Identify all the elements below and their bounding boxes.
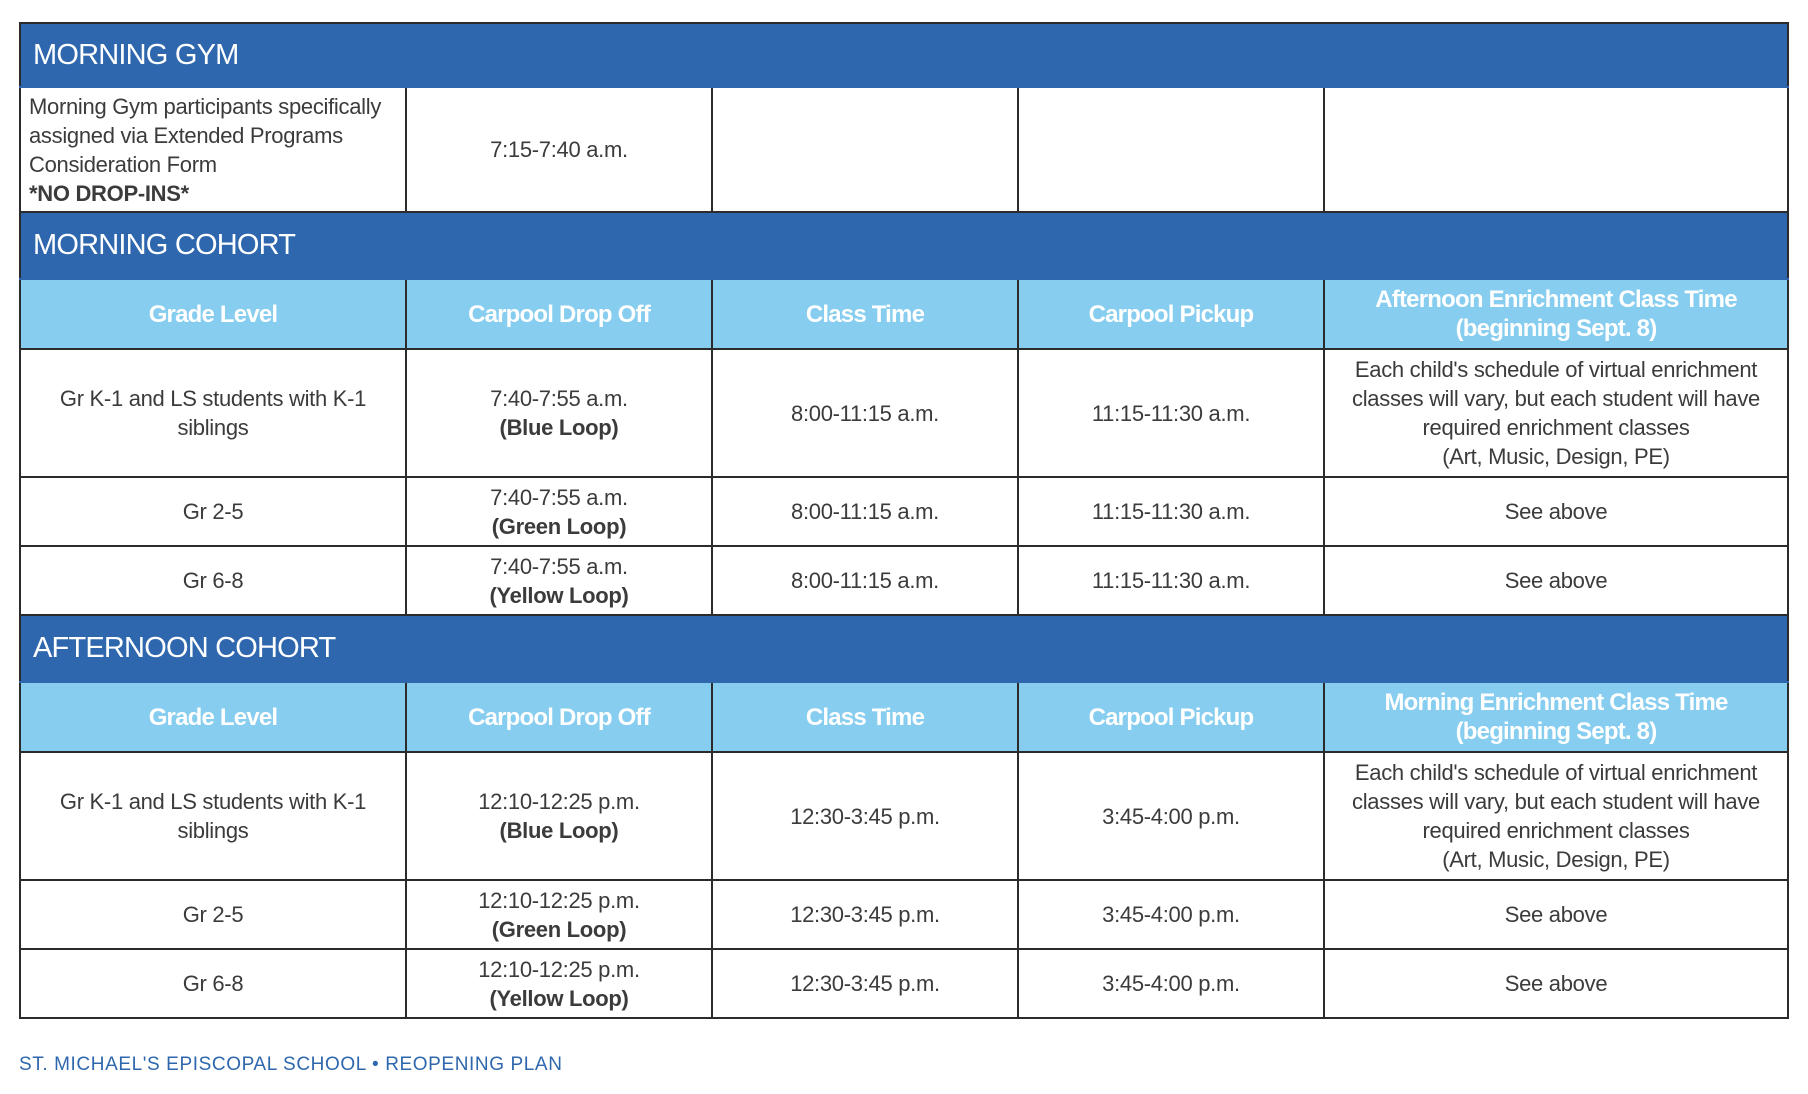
empty-cell (1018, 87, 1324, 212)
section-morning-cohort (20, 212, 1788, 279)
enrichment-cell: See above (1324, 546, 1788, 615)
column-header: Grade Level (20, 279, 406, 349)
loop-label: (Green Loop) (491, 513, 627, 539)
grade-cell: Gr 6-8 (20, 546, 406, 615)
dropoff-cell (406, 546, 712, 615)
enrichment-cell (1324, 752, 1788, 880)
schedule-sheet (19, 22, 1787, 1019)
dropoff-cell (406, 477, 712, 546)
table-row (20, 349, 1788, 477)
loop-label: (Blue Loop) (499, 415, 619, 440)
enrichment-cell: See above (1324, 880, 1788, 949)
loop-label: (Green Loop) (491, 916, 627, 942)
column-header: Grade Level (20, 682, 406, 752)
grade-cell: Gr 2-5 (20, 477, 406, 546)
enrichment-cell: See above (1324, 477, 1788, 546)
table-row (20, 752, 1788, 880)
header-row (20, 682, 1788, 752)
class-time-cell: 12:30-3:45 p.m. (712, 880, 1018, 949)
column-header: Carpool Drop Off (406, 279, 712, 349)
column-header: Class Time (712, 279, 1018, 349)
enrichment-cell: See above (1324, 949, 1788, 1018)
dropoff-time: 12:10-12:25 p.m. (478, 956, 640, 982)
grade-cell: Gr 6-8 (20, 949, 406, 1018)
empty-cell (1324, 87, 1788, 212)
schedule-table (19, 22, 1789, 1019)
dropoff-time: 12:10-12:25 p.m. (478, 789, 640, 814)
table-row (20, 87, 1788, 212)
dropoff-time: 12:10-12:25 p.m. (478, 887, 640, 913)
dropoff-cell (406, 949, 712, 1018)
class-time-cell: 12:30-3:45 p.m. (712, 752, 1018, 880)
pickup-cell: 3:45-4:00 p.m. (1018, 880, 1324, 949)
section-morning-gym (20, 23, 1788, 87)
class-time-cell: 12:30-3:45 p.m. (712, 949, 1018, 1018)
no-drop-ins-note: *NO DROP-INS* (29, 180, 189, 206)
loop-label: (Yellow Loop) (489, 985, 629, 1011)
dropoff-cell (406, 880, 712, 949)
section-title: MORNING GYM (20, 23, 1788, 87)
dropoff-cell (406, 349, 712, 477)
column-header: Class Time (712, 682, 1018, 752)
grade-cell: Gr K-1 and LS students with K-1 siblings (20, 752, 406, 880)
column-header: Carpool Drop Off (406, 682, 712, 752)
column-header: Carpool Pickup (1018, 682, 1324, 752)
enrichment-list: (Art, Music, Design, PE) (1442, 444, 1670, 469)
class-time-cell: 8:00-11:15 a.m. (712, 546, 1018, 615)
empty-cell (712, 87, 1018, 212)
pickup-cell: 3:45-4:00 p.m. (1018, 752, 1324, 880)
dropoff-time: 7:40-7:55 a.m. (490, 553, 628, 579)
pickup-cell: 11:15-11:30 a.m. (1018, 546, 1324, 615)
loop-label: (Yellow Loop) (489, 582, 629, 608)
enrichment-list: (Art, Music, Design, PE) (1442, 847, 1670, 872)
column-header: Morning Enrichment Class Time (beginning Sept. 8) (1324, 682, 1788, 752)
table-row (20, 880, 1788, 949)
enrichment-text: Each child's schedule of virtual enrichment classes will vary, but each student will have required enrichment classes (1352, 357, 1760, 440)
table-row (20, 949, 1788, 1018)
section-afternoon-cohort (20, 615, 1788, 682)
table-row (20, 546, 1788, 615)
class-time-cell: 8:00-11:15 a.m. (712, 477, 1018, 546)
pickup-cell: 3:45-4:00 p.m. (1018, 949, 1324, 1018)
page-footer: ST. MICHAEL'S EPISCOPAL SCHOOL • REOPENING PLAN (19, 1054, 563, 1075)
table-row (20, 477, 1788, 546)
dropoff-cell (406, 752, 712, 880)
gym-description: Morning Gym participants specifically assigned via Extended Programs Consideration Form (29, 93, 382, 177)
dropoff-time: 7:40-7:55 a.m. (490, 484, 628, 510)
grade-cell: Gr 2-5 (20, 880, 406, 949)
grade-cell: Gr K-1 and LS students with K-1 siblings (20, 349, 406, 477)
gym-time: 7:15-7:40 a.m. (406, 87, 712, 212)
header-row (20, 279, 1788, 349)
enrichment-text: Each child's schedule of virtual enrichment classes will vary, but each student will have required enrichment classes (1352, 760, 1760, 843)
gym-description-cell (20, 87, 406, 212)
dropoff-time: 7:40-7:55 a.m. (490, 386, 628, 411)
column-header: Carpool Pickup (1018, 279, 1324, 349)
section-title: AFTERNOON COHORT (20, 615, 1788, 682)
pickup-cell: 11:15-11:30 a.m. (1018, 477, 1324, 546)
pickup-cell: 11:15-11:30 a.m. (1018, 349, 1324, 477)
class-time-cell: 8:00-11:15 a.m. (712, 349, 1018, 477)
column-header: Afternoon Enrichment Class Time (beginning Sept. 8) (1324, 279, 1788, 349)
enrichment-cell (1324, 349, 1788, 477)
loop-label: (Blue Loop) (499, 818, 619, 843)
section-title: MORNING COHORT (20, 212, 1788, 279)
